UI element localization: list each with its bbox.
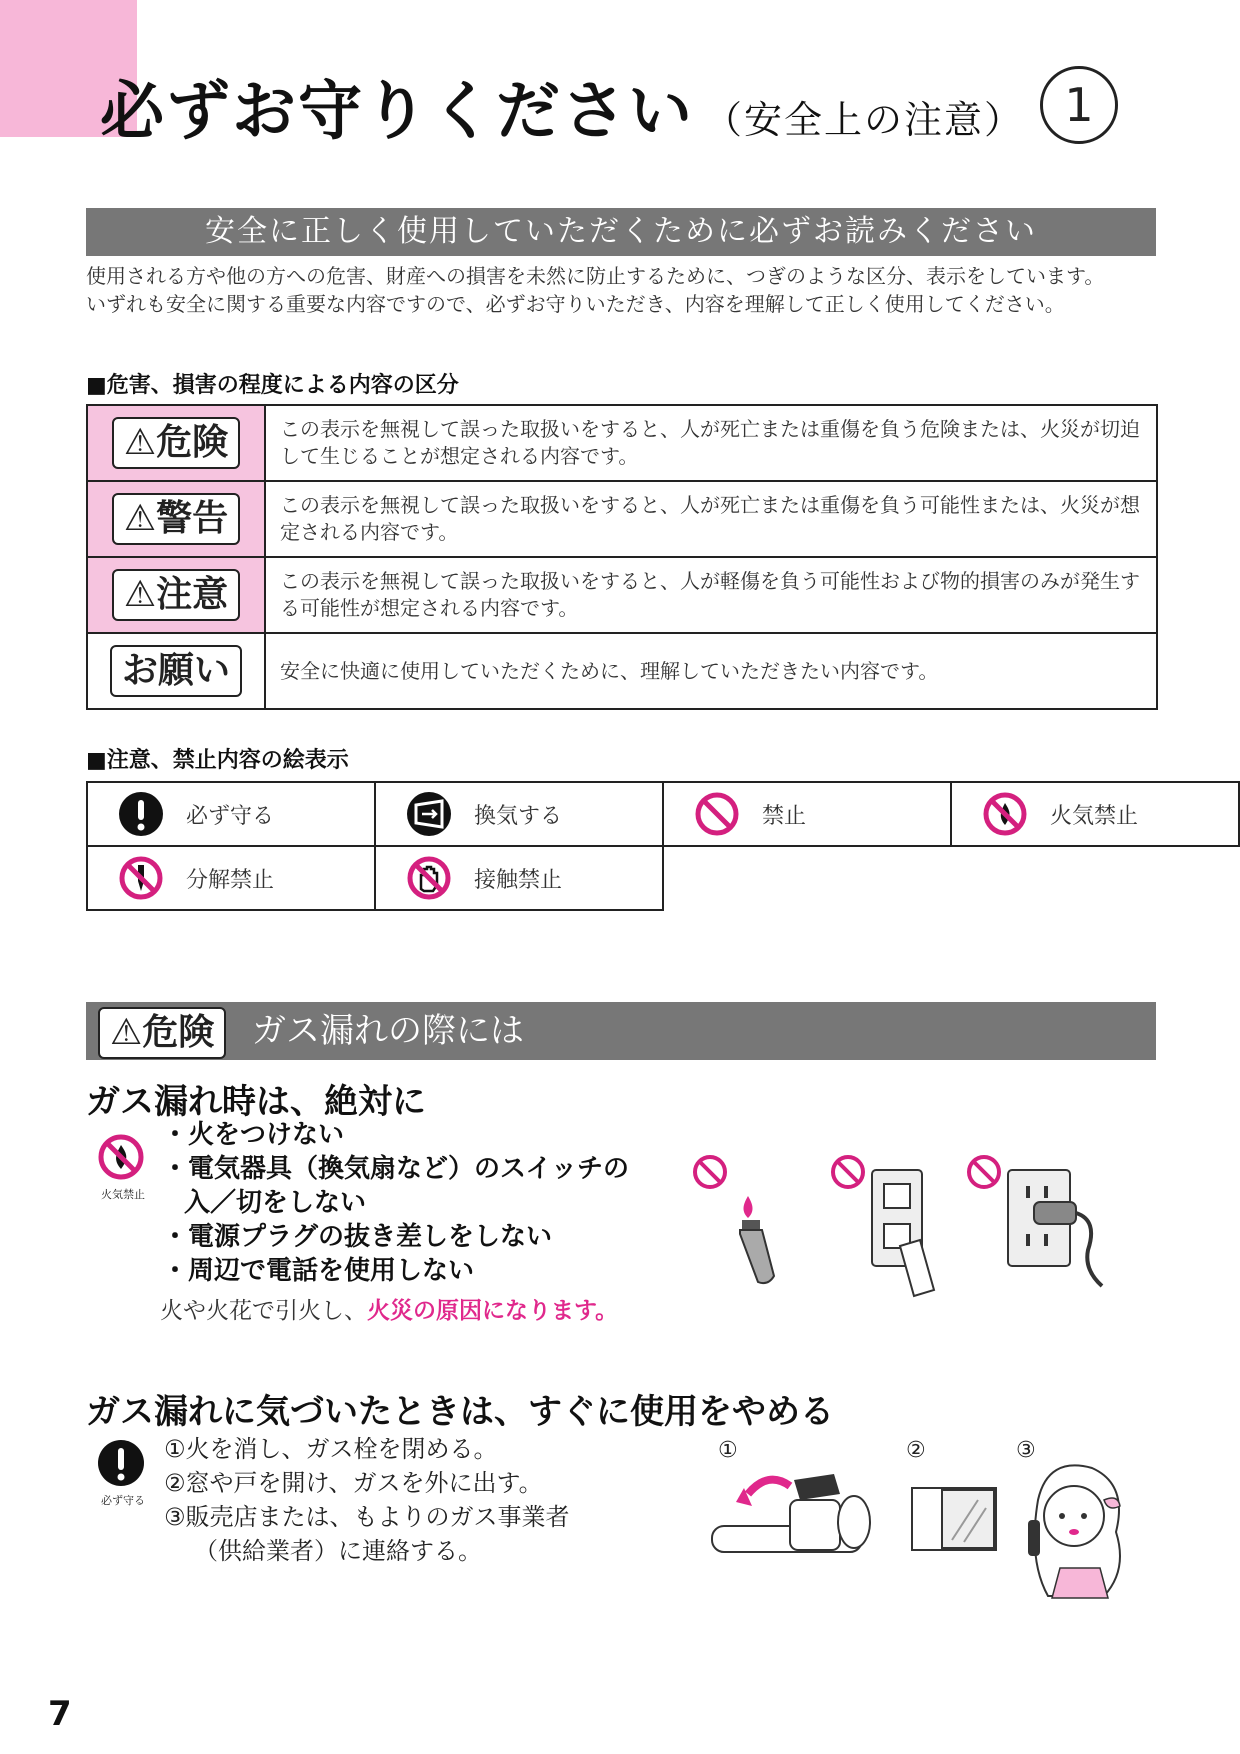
intro-line: 使用される方や他の方への危害、財産への損害を未然に防止するために、つぎのような区分、表示をしています。 [86, 264, 1105, 288]
figure-label: ② [906, 1438, 926, 1463]
prohibited-icon [969, 1157, 999, 1187]
page-title [100, 60, 1024, 152]
lighter-icon [740, 1196, 774, 1283]
banner: 安全に正しく使用していただくために必ずお読みください [86, 208, 1156, 256]
icons-table [86, 781, 1240, 911]
page-title-main: 必ずお守りください [100, 75, 694, 149]
table-row [87, 481, 1157, 557]
figure-label: ③ [1016, 1438, 1036, 1463]
block1-note: 火や火花で引火し、火災の原因になります。 [160, 1298, 619, 1324]
list-item: ③販売店または、もよりのガス事業者 [164, 1503, 570, 1531]
danger-section-bar [86, 1002, 1156, 1060]
icon-label: 分解禁止 [186, 867, 275, 893]
mandatory-icon [96, 1438, 146, 1488]
block1-heading: ガス漏れ時は、絶対に [86, 1082, 426, 1122]
intro-text [86, 262, 1156, 318]
danger-badge: ⚠危険 [112, 417, 240, 469]
list-item: ・火をつけない [162, 1120, 345, 1150]
section-number: 1 [1040, 66, 1118, 144]
no-touch-icon [406, 855, 452, 901]
icon-label: 禁止 [762, 803, 807, 829]
table-row [87, 557, 1157, 633]
level-text: この表示を無視して誤った取扱いをすると、人が軽傷を負う可能性および物的損害のみが発生する可能性が想定される内容です。 [265, 557, 1157, 633]
prohibited-icon [695, 1157, 725, 1187]
level-text: 安全に快適に使用していただくために、理解していただきたい内容です。 [265, 633, 1157, 709]
levels-table [86, 404, 1158, 710]
list-item: ・電源プラグの抜き差しをしない [162, 1222, 553, 1252]
warning-badge: ⚠警告 [112, 493, 240, 545]
window-icon [912, 1488, 996, 1550]
prohibited-icon [694, 791, 740, 837]
figure-label: ① [718, 1438, 738, 1463]
response-illustrations [708, 1460, 1138, 1600]
ventilate-icon [406, 791, 452, 837]
caution-badge: ⚠注意 [112, 569, 240, 621]
person-on-phone-icon [1028, 1465, 1120, 1598]
danger-section-title: ガス漏れの際には [252, 1011, 524, 1051]
icon-label: 接触禁止 [474, 867, 563, 893]
icons-heading: ■注意、禁止内容の絵表示 [86, 748, 349, 773]
level-text: この表示を無視して誤った取扱いをすると、人が死亡または重傷を負う可能性または、火災が想定される内容です。 [265, 481, 1157, 557]
no-fire-illustrations [688, 1150, 1128, 1300]
fire-warning-text: 火災の原因になります。 [367, 1298, 619, 1324]
mandatory-icon [118, 791, 164, 837]
list-item: ・周辺で電話を使用しない [162, 1256, 475, 1286]
request-badge: お願い [110, 645, 242, 697]
page-number: 7 [48, 1694, 72, 1734]
no-disassembly-icon [118, 855, 164, 901]
icon-caption: 火気禁止 [101, 1188, 145, 1201]
steps-list [164, 1432, 570, 1568]
icon-label: 火気禁止 [1050, 803, 1139, 829]
danger-section-badge: ⚠危険 [98, 1007, 226, 1059]
page-title-sub: （安全上の注意） [704, 98, 1025, 142]
icon-label: 必ず守る [186, 803, 275, 829]
table-row [87, 405, 1157, 481]
list-item: （供給業者）に連絡する。 [194, 1537, 482, 1565]
icon-caption: 必ず守る [101, 1494, 145, 1507]
icon-label: 換気する [474, 803, 563, 829]
no-fire-icon [982, 791, 1028, 837]
gas-valve-icon [712, 1474, 870, 1552]
intro-line: いずれも安全に関する重要な内容ですので、必ずお守りいただき、内容を理解して正しく使用してください。 [86, 292, 1065, 316]
list-item: 入／切をしない [184, 1188, 367, 1218]
bullet-list [162, 1118, 629, 1288]
table-row [87, 633, 1157, 709]
levels-heading: ■危害、損害の程度による内容の区分 [86, 373, 459, 398]
power-plug-icon [1008, 1170, 1102, 1286]
list-item: ・電気器具（換気扇など）のスイッチの [162, 1154, 629, 1184]
level-text: この表示を無視して誤った取扱いをすると、人が死亡または重傷を負う危険または、火災が切迫して生じることが想定される内容です。 [265, 405, 1157, 481]
list-item: ①火を消し、ガス栓を閉める。 [164, 1435, 498, 1463]
prohibited-icon [833, 1157, 863, 1187]
block2-heading: ガス漏れに気づいたときは、すぐに使用をやめる [86, 1392, 834, 1432]
no-fire-icon [96, 1132, 146, 1182]
list-item: ②窓や戸を開け、ガスを外に出す。 [164, 1469, 543, 1497]
light-switch-icon [872, 1170, 934, 1296]
